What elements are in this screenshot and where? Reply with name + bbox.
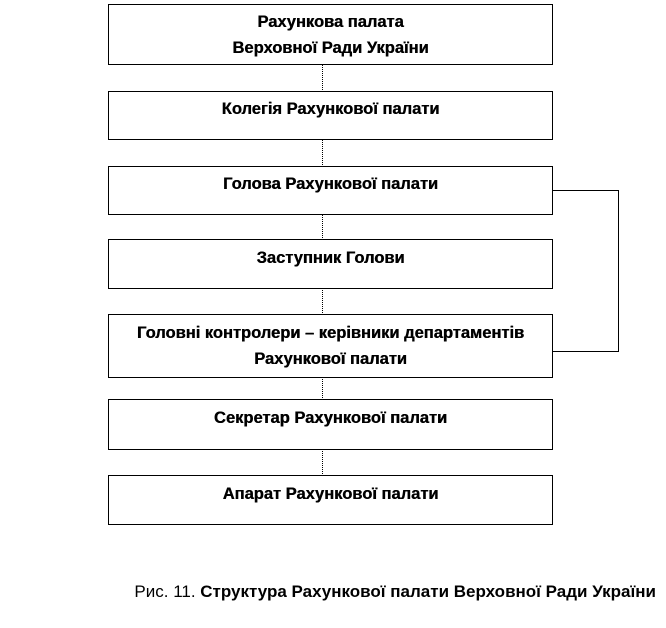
box-accounting-chamber	[108, 4, 553, 65]
box-label: Колегія Рахункової палати	[221, 99, 440, 118]
connector-5-6	[322, 377, 323, 400]
box-label: Верховної Ради України	[232, 38, 429, 57]
box-label: Секретар Рахункової палати	[213, 408, 448, 427]
bracket-vertical	[618, 190, 619, 351]
box-label: Апарат Рахункової палати	[222, 485, 439, 503]
box-deputy-head	[108, 239, 553, 289]
caption-title: Структура Рахункової палати Верховної Ради України	[200, 582, 656, 601]
box-label: Заступник Голови	[256, 249, 405, 267]
box-chief-controllers	[108, 314, 553, 378]
figure-caption	[0, 580, 666, 604]
connector-1-2	[322, 64, 323, 92]
connector-6-7	[322, 449, 323, 476]
connector-3-4	[322, 214, 323, 240]
box-label: Рахункової палати	[254, 350, 407, 368]
box-label: Голова Рахункової палати	[222, 174, 439, 193]
box-staff	[108, 475, 553, 525]
bracket-top	[553, 190, 619, 191]
box-board	[108, 91, 553, 140]
bracket-bottom	[553, 351, 619, 352]
box-label: Рахункова палата	[257, 12, 404, 31]
caption-number: Рис. 11.	[134, 582, 201, 601]
box-head	[108, 166, 553, 215]
box-label: Головні контролери – керівники департаментів	[136, 324, 525, 342]
box-secretary	[108, 399, 553, 450]
connector-2-3	[322, 139, 323, 167]
connector-4-5	[322, 288, 323, 315]
